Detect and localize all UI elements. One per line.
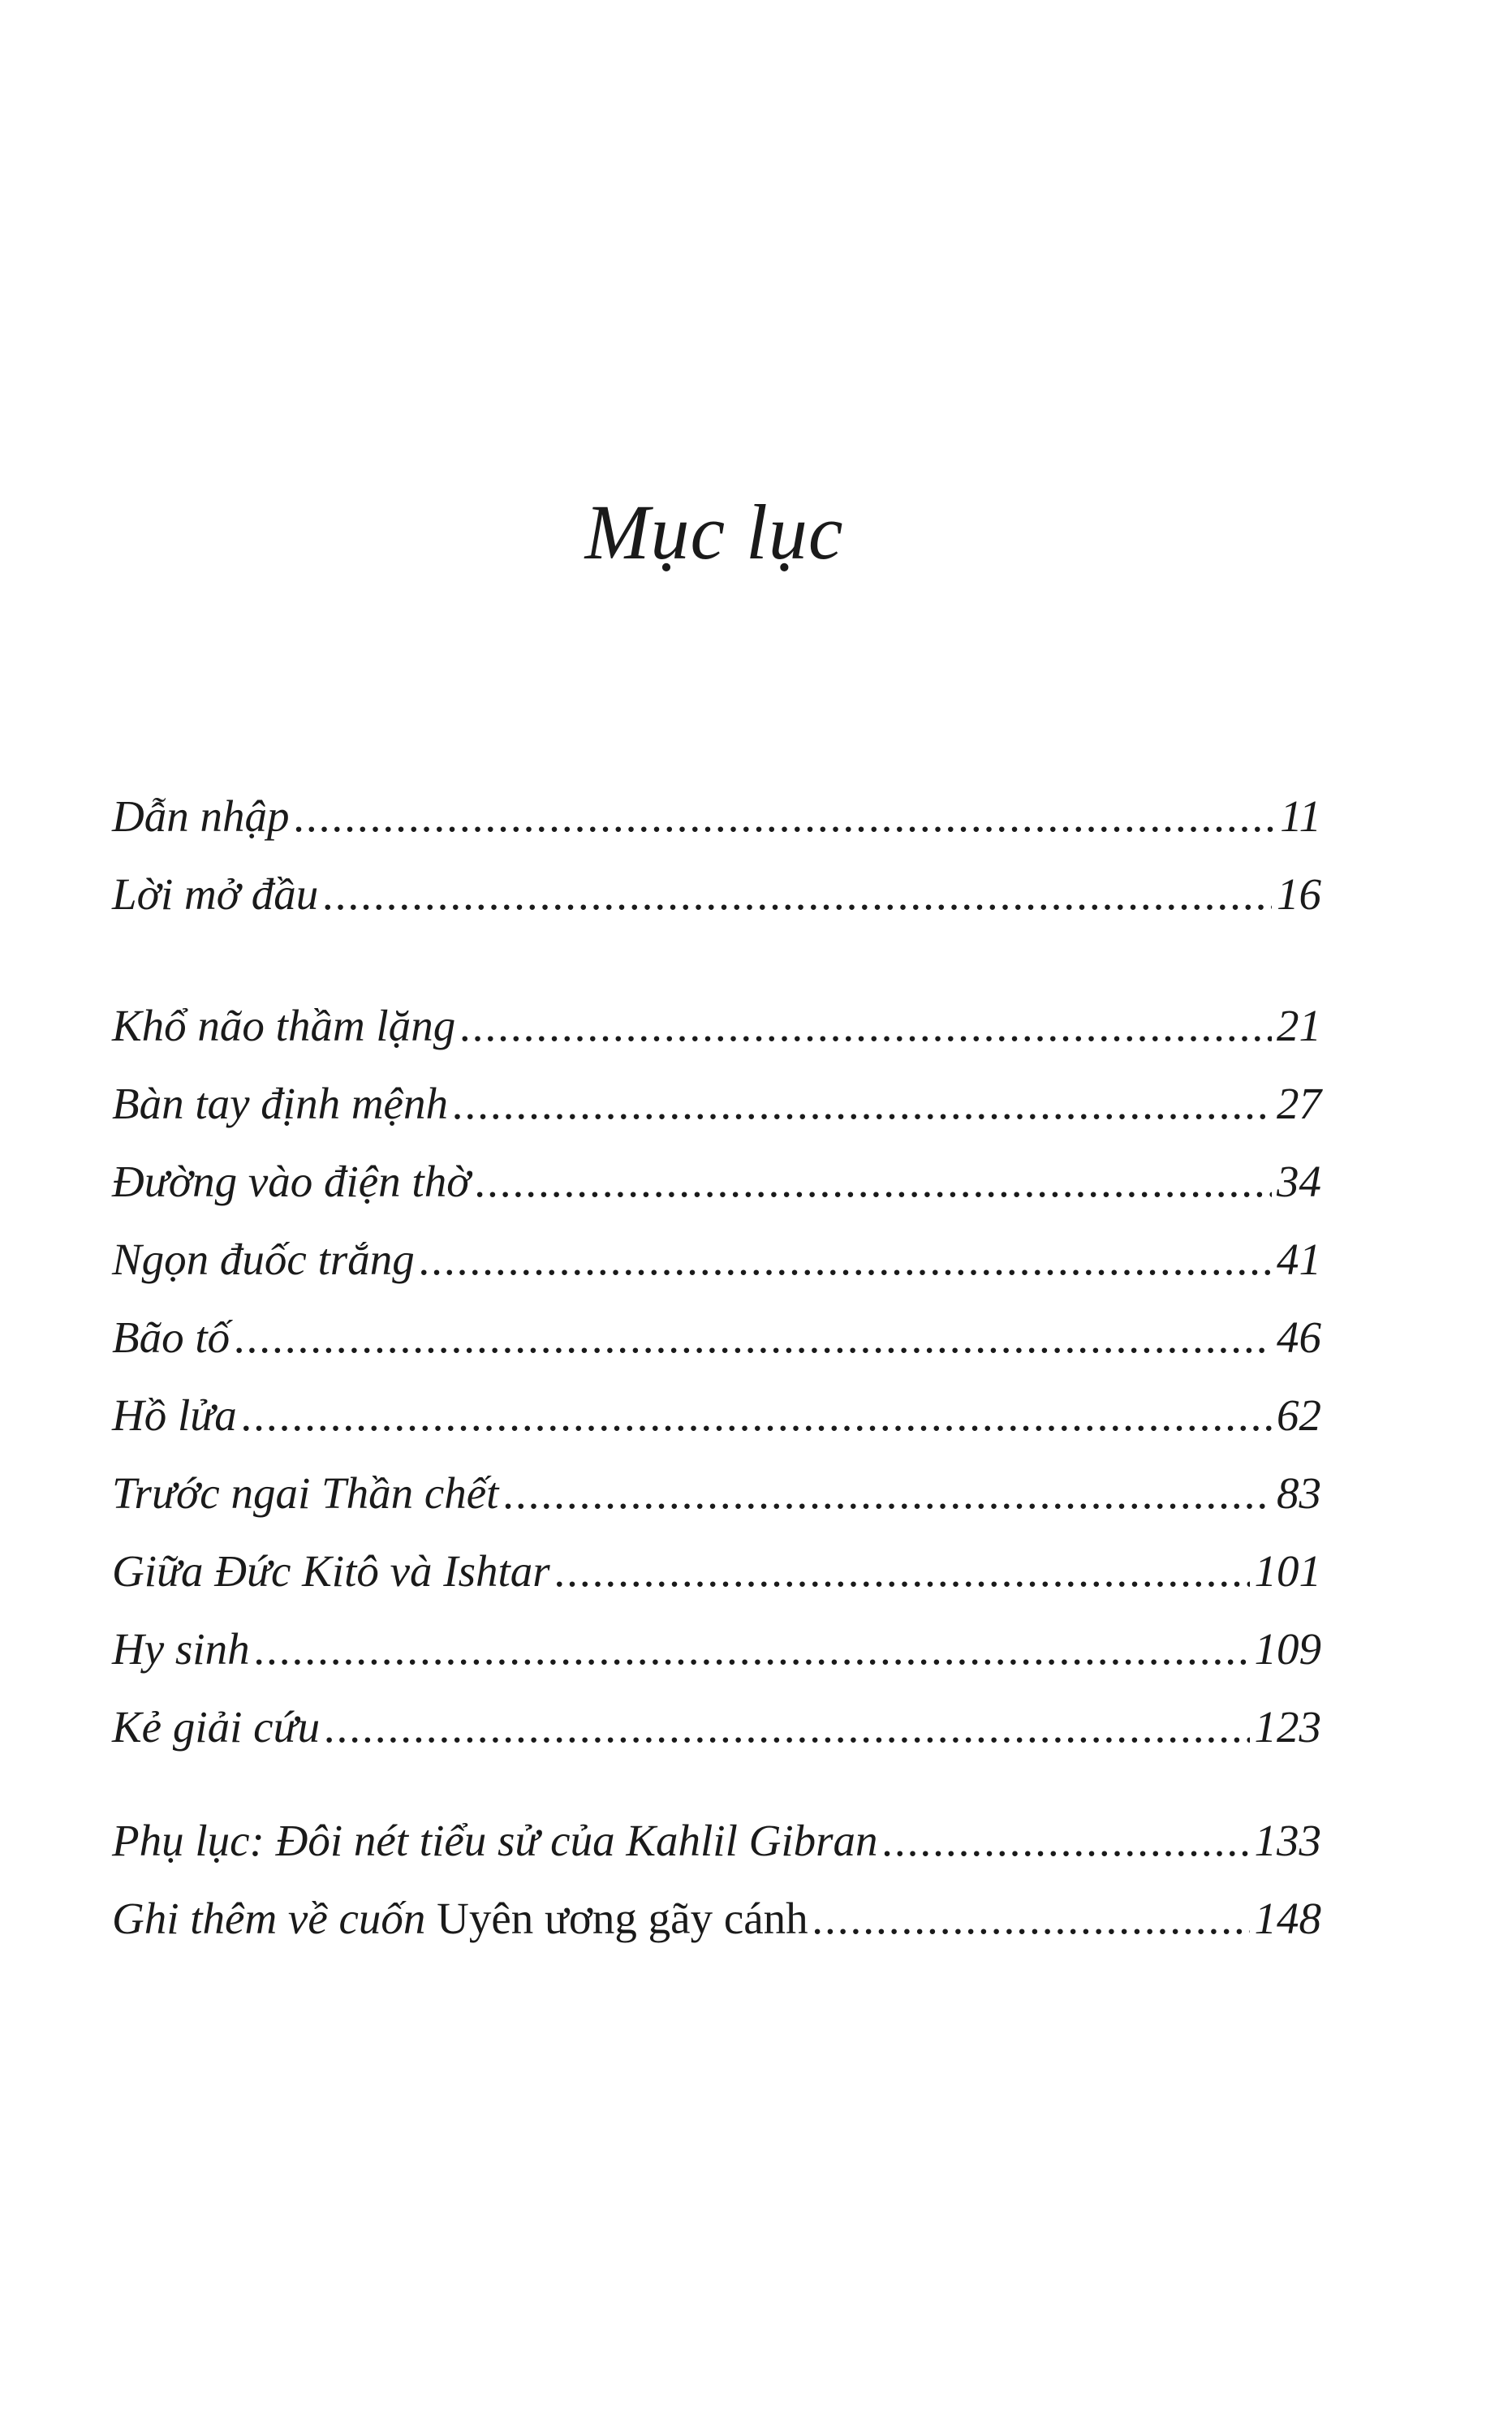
toc-entry-page: 41 — [1277, 1235, 1321, 1284]
dot-leader — [255, 1610, 1250, 1688]
dot-leader — [476, 1143, 1272, 1221]
dot-leader — [453, 1065, 1272, 1143]
toc-entry-label: Trước ngai Thần chết — [112, 1468, 499, 1518]
toc-entry — [112, 987, 1321, 1065]
toc-entry-label: Ngọn đuốc trắng — [112, 1235, 415, 1284]
dot-leader — [294, 778, 1275, 855]
toc-entry — [112, 778, 1321, 855]
toc-entry-page: 101 — [1254, 1546, 1321, 1596]
toc-entry — [112, 1221, 1321, 1299]
toc-entry — [112, 1455, 1321, 1532]
toc-entry-page: 123 — [1254, 1702, 1321, 1752]
toc-entry — [112, 1802, 1321, 1880]
toc-entry-label: Lời mở đầu — [112, 869, 319, 919]
toc-entry — [112, 1065, 1321, 1143]
page-title: Mục lục — [584, 489, 844, 575]
dot-leader — [813, 1880, 1250, 1958]
toc-entry-page: 148 — [1254, 1894, 1321, 1943]
toc-entry — [112, 1532, 1321, 1610]
toc-entry-label: Hy sinh — [112, 1624, 250, 1674]
toc-entry — [112, 1688, 1321, 1766]
toc-entry — [112, 1610, 1321, 1688]
toc-entry-page: 27 — [1277, 1079, 1321, 1128]
dot-leader — [420, 1221, 1272, 1299]
toc-entry-label: Kẻ giải cứu — [112, 1702, 321, 1752]
toc-entry-page: 21 — [1277, 1001, 1321, 1050]
toc-entry — [112, 1299, 1321, 1377]
toc-entry-label: Đường vào điện thờ — [112, 1157, 471, 1206]
toc-entry-page: 46 — [1277, 1312, 1321, 1362]
toc-entry-label-italic: Ghi thêm về cuốn — [112, 1894, 437, 1943]
toc-entry-page: 133 — [1254, 1816, 1321, 1865]
toc-entry — [112, 1880, 1321, 1958]
dot-leader — [323, 855, 1272, 933]
toc-entry-label: Hồ lửa — [112, 1390, 237, 1440]
toc-entry-label — [112, 1880, 808, 1958]
toc-entry-page: 62 — [1277, 1390, 1321, 1440]
toc-entry-label: Khổ não thầm lặng — [112, 1001, 456, 1050]
toc-entry-label: Bão tố — [112, 1312, 230, 1362]
toc-group-chapters — [112, 987, 1321, 1766]
toc-entry-page: 34 — [1277, 1157, 1321, 1206]
toc-entry-page: 109 — [1254, 1624, 1321, 1674]
toc-entry-label: Phụ lục: Đôi nét tiểu sử của Kahlil Gibran — [112, 1816, 878, 1865]
dot-leader — [555, 1532, 1250, 1610]
dot-leader — [325, 1688, 1249, 1766]
toc-entry-page: 16 — [1277, 869, 1321, 919]
dot-leader — [460, 987, 1272, 1065]
toc-entry-label: Giữa Đức Kitô và Ishtar — [112, 1546, 550, 1596]
dot-leader — [242, 1377, 1272, 1455]
toc-entry — [112, 855, 1321, 933]
toc-entry-label: Dẫn nhập — [112, 791, 290, 841]
dot-leader — [235, 1299, 1272, 1377]
toc-group-front — [112, 778, 1321, 933]
toc-entry-label: Bàn tay định mệnh — [112, 1079, 448, 1128]
dot-leader — [883, 1802, 1250, 1880]
toc-entry — [112, 1143, 1321, 1221]
toc-entry — [112, 1377, 1321, 1455]
toc-entry-page: 83 — [1277, 1468, 1321, 1518]
toc-group-appendix — [112, 1802, 1321, 1958]
toc-entry-page: 11 — [1280, 791, 1321, 841]
dot-leader — [503, 1455, 1272, 1532]
book-title-upright: Uyên ương gãy cánh — [437, 1894, 808, 1943]
